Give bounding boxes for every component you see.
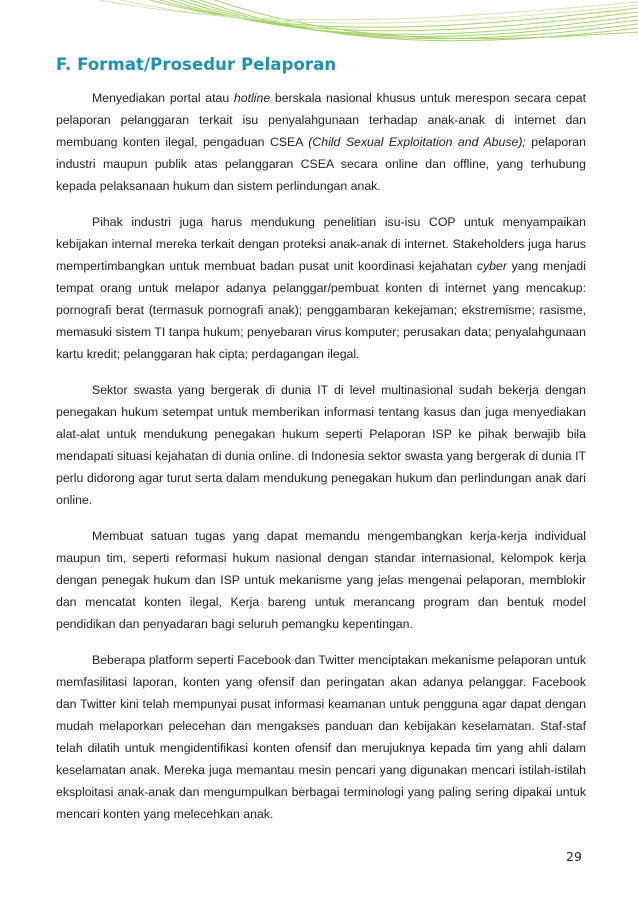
italic-text: hotline — [233, 91, 271, 105]
paragraph — [56, 211, 586, 366]
text-run: Sektor swasta yang bergerak di dunia IT di level multinasional sudah bekerja dengan penegakan hukum setempat untuk memberikan informasi tentang kasus dan juga menyediakan alat-alat untuk mendukung penegakan hukum seperti Pelaporan ISP ke pihak berwajib bila mendapati situasi kejahatan di dunia online. di Indonesia sektor swasta yang bergerak di dunia IT perlu didorong agar turut serta dalam mendukung penegakan hukum dan perlindungan anak dari online. — [56, 382, 586, 508]
italic-text: (Child Sexual Exploitation and Abuse); — [308, 135, 526, 150]
paragraph — [56, 379, 586, 512]
text-run: Membuat satuan tugas yang dapat memandu mengembangkan kerja-kerja individual maupun tim, seperti reformasi hukum nasional dengan standar internasional, kelompok kerja dengan penegak hukum dan ISP untuk mekanisme yang jelas mengenai pelaporan, memblokir dan mencatat konten ilegal, Kerja bareng untuk merancang program dan bentuk model pendidikan dan penyadaran bagi seluruh pemangku kepentingan. — [56, 528, 586, 632]
page-number: 29 — [566, 849, 582, 864]
page-content — [56, 55, 586, 839]
text-run: Pihak industri juga harus mendukung penelitian isu-isu COP untuk menyampaikan kebijakan internal mereka terkait dengan proteksi anak-anak di internet. Stakeholders juga harus mempertimbangkan untuk membuat badan pusat unit koordinasi kejahatan — [56, 214, 586, 274]
text-run: Beberapa platform seperti Facebook dan Twitter menciptakan mekanisme pelaporan untuk memfasilitasi laporan, konten yang ofensif dan peringatan akan adanya pelanggar. Facebook dan Twitter kini telah mempunyai pusat informasi keamanan untuk pengguna agar dapat dengan mudah melaporkan pelecehan dan mengakses panduan dan kebijakan keselamatan. Staf-staf telah dilatih untuk mengidentifikasi konten ofensif dan merujuknya kepada tim yang ahli dalam keselamatan anak. Mereka juga memantau mesin pencari yang digunakan mencari istilah-istilah eksploitasi anak-anak dan mengumpulkan berbagai terminologi yang paling sering dipakai untuk mencari konten yang melecehkan anak. — [56, 652, 586, 822]
decorative-wave-lines — [0, 0, 638, 60]
section-title: F. Format/Prosedur Pelaporan — [56, 55, 337, 74]
paragraph — [56, 87, 586, 197]
text-run: pelaporan industri maupun publik atas pelanggaran CSEA secara online dan offline, yang terhubung kepada pelaksanaan hukum dan sistem perlindungan anak. — [56, 135, 586, 194]
text-run: yang menjadi tempat orang untuk melapor adanya pelanggar/pembuat konten di internet yang mencakup: pornografi berat (termasuk pornografi anak); penggambaran kekejaman; ekstremisme; rasisme, memasuki sistem TI tanpa hukum; penyebaran virus komputer; perusakan data; penyalahgunaan kartu kredit; pelanggaran hak cipta; perdagangan ilegal. — [56, 259, 586, 362]
italic-text: cyber — [476, 259, 507, 274]
text-run: Menyediakan portal atau — [92, 91, 234, 105]
body-text — [56, 87, 586, 825]
paragraph — [56, 525, 586, 635]
text-run: berskala nasional khusus untuk merespon secara cepat pelaporan pelanggaran terkait isu penyalahgunaan terhadap anak-anak di internet dan membuang konten ilegal, pengaduan CSEA — [56, 91, 587, 150]
paragraph — [56, 649, 586, 826]
